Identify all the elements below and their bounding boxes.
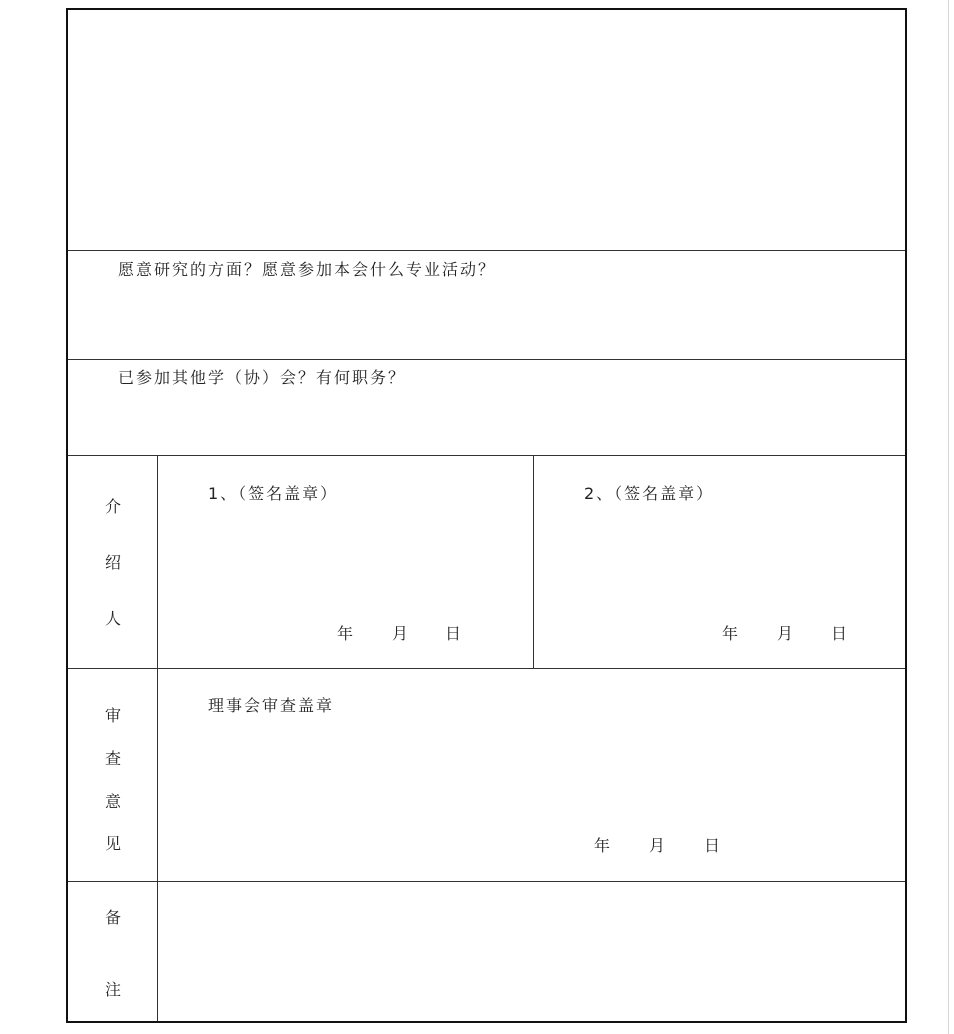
review-year: 年 — [594, 836, 611, 855]
review-day: 日 — [704, 836, 721, 855]
remarks-label-char-2: 注 — [104, 980, 121, 999]
introducer-1-day: 日 — [445, 624, 462, 643]
remarks-label — [68, 882, 157, 1021]
page-edge — [948, 0, 949, 1034]
membership-form-table — [66, 8, 907, 1023]
introducer-label-char-2: 绍 — [104, 553, 121, 572]
research-interest-cell[interactable] — [68, 251, 905, 359]
introducer-2-day: 日 — [831, 624, 848, 643]
other-associations-cell[interactable] — [68, 360, 905, 455]
introducer-2-month: 月 — [777, 624, 794, 643]
top-blank-area[interactable] — [68, 10, 905, 250]
review-label-char-3: 意 — [104, 792, 121, 811]
other-associations-question: 已参加其他学（协）会？有何职务？ — [118, 368, 407, 387]
research-interest-question: 愿意研究的方面？愿意参加本会什么专业活动？ — [118, 260, 497, 279]
introducer-1-year: 年 — [337, 624, 354, 643]
introducer-label — [68, 456, 157, 668]
board-review-seal-label: 理事会审查盖章 — [208, 696, 335, 715]
introducer-2-cell[interactable] — [534, 456, 905, 668]
review-label-char-2: 查 — [104, 749, 121, 768]
remarks-cell[interactable] — [158, 882, 905, 1021]
introducer-label-char-1: 介 — [104, 497, 121, 516]
review-cell[interactable] — [158, 669, 905, 881]
review-label-char-4: 见 — [104, 834, 121, 853]
review-label — [68, 669, 157, 881]
remarks-label-char-1: 备 — [104, 908, 121, 927]
introducer-label-char-3: 人 — [104, 609, 121, 628]
introducer-1-month: 月 — [392, 624, 409, 643]
introducer-1-cell[interactable] — [158, 456, 533, 668]
review-month: 月 — [649, 836, 666, 855]
review-label-char-1: 审 — [104, 706, 121, 725]
introducer-2-year: 年 — [722, 624, 739, 643]
introducer-2-signature-label: 2、（签名盖章） — [584, 484, 715, 503]
introducer-1-signature-label: 1、（签名盖章） — [208, 484, 339, 503]
